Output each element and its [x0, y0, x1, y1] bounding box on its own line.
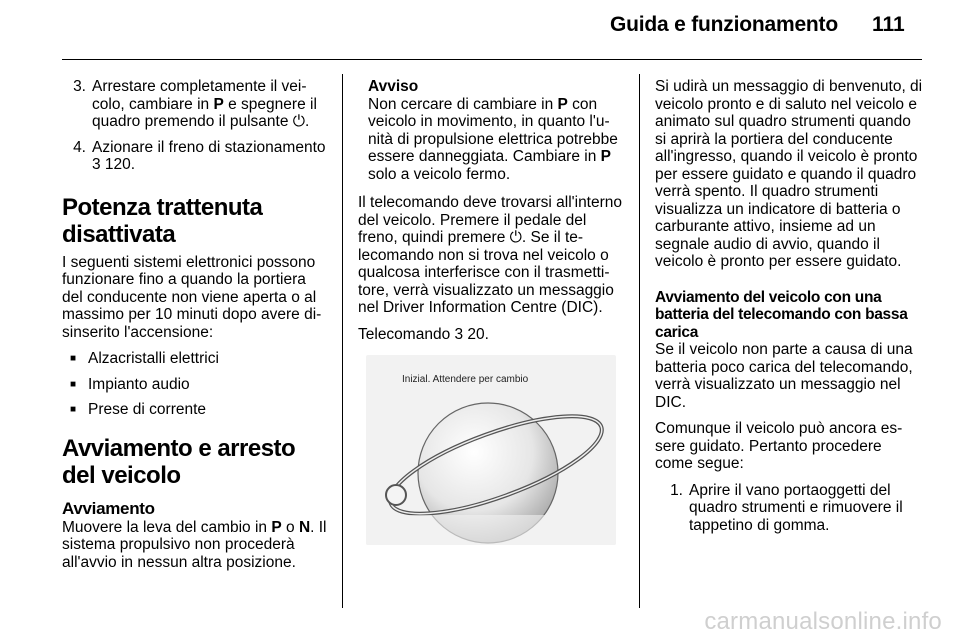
list-item	[62, 350, 330, 368]
column-2	[358, 78, 624, 545]
page-number: 111	[872, 13, 905, 36]
step-4	[62, 139, 330, 174]
subsection-title-avviamento: Avviamento	[62, 498, 155, 518]
header-rule	[62, 59, 922, 60]
globe-icon	[366, 355, 616, 545]
column-3	[655, 78, 923, 542]
step-text-part: Arrestare completamente il veicolo, cambiare in	[92, 78, 307, 113]
notice-text	[368, 96, 624, 184]
text-part: con veicolo in movimento, in quanto l'unità di propulsione elettrica potrebbe essere danneggiata. Cambiare in	[368, 95, 618, 165]
step-number: 3.	[73, 78, 86, 95]
display-message: Inizial. Attendere per cambio	[402, 374, 529, 385]
step-text-part: .	[305, 113, 310, 130]
bullet-square-icon: ■	[70, 404, 77, 415]
display-illustration	[366, 355, 616, 545]
text-part: Il telecomando deve trovarsi all'interno del veicolo. Premere il pedale del freno, quindi premere	[358, 194, 623, 246]
column-divider-right	[639, 74, 640, 608]
step-text	[92, 139, 330, 174]
gear-p: P	[213, 95, 224, 113]
step-number: 4.	[73, 138, 86, 156]
list-item-text: Prese di corrente	[88, 401, 207, 418]
gear-n: N	[298, 518, 311, 536]
section-title-potenza: Potenza trattenuta disattivata	[62, 193, 263, 248]
watermark: carmanualsonline.info	[704, 608, 942, 635]
list-item-text: Impianto audio	[88, 375, 190, 393]
step-text: Aprire il vano portaoggetti del quadro strumenti e rimuovere il tappetino di gomma.	[689, 481, 903, 534]
remote-paragraph	[358, 194, 624, 317]
section-body-potenza: I seguenti sistemi elettronici possono funzionare fino a quando la portiera del conducente non viene aperta o al massimo per 10 minuti dopo avere disinserito l'accensione:	[62, 253, 322, 341]
notice-label: Avviso	[368, 78, 419, 95]
step-text-part: e spegnere il quadro premendo il pulsante	[92, 95, 317, 130]
bullet-list	[62, 350, 330, 419]
gear-p: P	[271, 518, 282, 536]
notice-box	[368, 78, 624, 183]
subsection-title-low-battery: Avviamento del veicolo con una batteria del telecomando con bassa carica	[655, 288, 908, 341]
text-part: . Se il telecomando non si trova nel veicolo o qualcosa interferisce con il trasmettitore, verrà visualizzato un messaggio nel Driver Information Centre (DIC).	[358, 229, 614, 316]
running-header-title: Guida e funzionamento	[610, 13, 838, 36]
column-divider-left	[342, 74, 343, 608]
text-part: . Il sistema propulsivo non procederà all'avvio in nessun altra posizione.	[62, 518, 327, 571]
low-battery-paragraph: Se il veicolo non parte a causa di una batteria poco carica del telecomando, verrà visualizzato un messaggio nel DIC.	[655, 341, 913, 411]
bullet-square-icon: ■	[70, 378, 77, 390]
section-title-avviamento-arresto: Avviamento e arresto del veicolo	[62, 434, 296, 489]
bullet-square-icon: ■	[70, 353, 77, 364]
list-item	[62, 376, 330, 394]
welcome-paragraph: Si udirà un messaggio di benvenuto, di veicolo pronto e di saluto nel veicolo e animato sul quadro strumenti quando si aprirà la portiera del conducente all'ingresso, quando il veicolo è pronto per essere guidato e quando il quadro verrà spento. Il quadro strumenti visualizza un indicatore di batteria o carburante attivo, insieme ad un segnale audio di avvio, quando il veicolo è pronto per essere guidato.	[655, 78, 923, 270]
step-1	[657, 482, 923, 535]
list-item-text: Alzacristalli elettrici	[88, 350, 219, 367]
text-part: Non cercare di cambiare in	[368, 95, 558, 113]
list-item	[62, 401, 330, 419]
step-text-part: Azionare il freno di stazionamento	[92, 138, 326, 156]
power-button-icon: ⏻	[292, 112, 306, 130]
text-part: o	[281, 518, 299, 536]
column-1	[62, 78, 330, 580]
step-text	[92, 78, 330, 131]
gear-p: P	[600, 148, 611, 165]
remote-reference: Telecomando 3 20.	[358, 325, 489, 343]
step-number: 1.	[670, 481, 683, 499]
step-3	[62, 78, 330, 131]
avviamento-body	[62, 519, 330, 572]
power-button-icon: ⏻	[509, 228, 522, 246]
procedure-intro: Comunque il veicolo può ancora essere guidato. Pertanto procedere come segue:	[655, 420, 903, 472]
page-reference-link[interactable]: 3 120.	[92, 156, 136, 173]
gear-p: P	[557, 95, 568, 113]
text-part: Muovere la leva del cambio in	[62, 518, 272, 536]
text-part: solo a veicolo fermo.	[368, 165, 511, 183]
